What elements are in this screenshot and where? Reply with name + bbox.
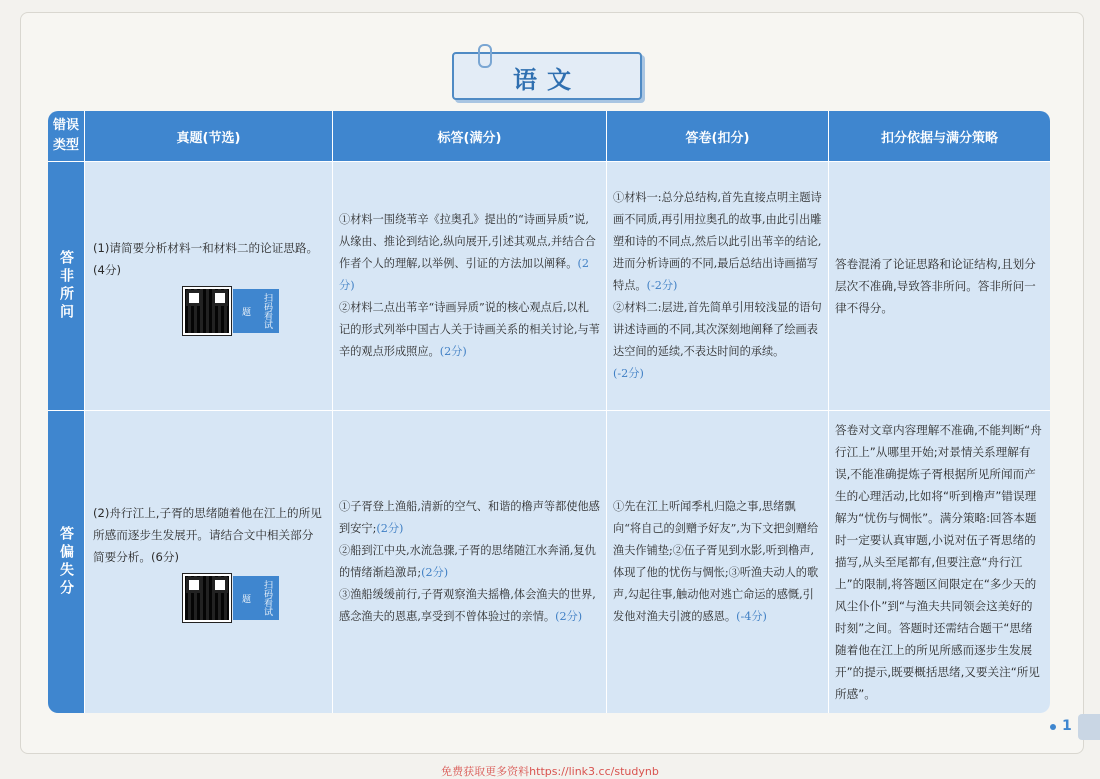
question-text: (2)舟行江上,子胥的思绪随着他在江上的所见所感而逐步生发展开。请结合文中相关部分简要分析。(6分) [93,506,322,564]
header-strategy: 扣分依据与满分策略 [829,111,1050,161]
strategy-text: 答卷混淆了论证思路和论证结构,且划分层次不准确,导致答非所问。答非所问一律不得分。 [835,257,1036,315]
header-standard-answer: 标答(满分) [333,111,606,161]
student-answer-cell [607,162,828,410]
row-type-2 [48,411,84,713]
standard-answer-cell [333,411,606,713]
qr-code-icon[interactable] [183,574,231,622]
qr-code-block[interactable] [183,287,324,335]
strategy-cell [829,411,1050,713]
row-type-1 [48,162,84,410]
qr-code-block[interactable] [183,574,324,622]
score-badge: (2分) [555,610,583,623]
score-badge: (2分) [421,566,449,579]
strategy-text: 答卷对文章内容理解不准确,不能判断“舟行江上”从哪里开始;对景情关系理解有误,不能准确提炼子胥根据所见所闻而产生的心理活动,比如将“听到橹声”错误理解为“忧伤与惆怅”。满分策略:回答本题时一定要认真审题,小说对伍子胥思绪的描写,从头至尾都有,但要注意“舟行江上”的限制,将答题区间限定在“多少天的风尘仆仆”到“与渔夫共同领会这美好的时刻”之间。答题时还需结合题干“思绪随着他在江上的所见所感而逐步生发展开”的提示,既要概括思绪,又要关注“所见所感”。 [835,423,1042,701]
score-badge: (2分) [376,522,404,535]
row-type-label: 答非所问 [58,250,74,322]
page-number: 1 [1062,718,1072,734]
answer-point: ①材料一:总分总结构,首先直接点明主题诗画不同质,再引用拉奥孔的故事,由此引出雕塑和诗的不同点,然后以此引出苇辛的结论,进而分析诗画的不同,最后总结出诗画描写特点。(-2分) [613,191,822,292]
standard-point: ①子胥登上渔船,清新的空气、和谐的橹声等都使他感到安宁;(2分) [339,500,600,535]
deduction-badge: (-4分) [736,610,767,623]
header-student-answer: 答卷(扣分) [607,111,828,161]
header-error-type: 错误类型 [48,111,84,161]
row-type-label: 答偏失分 [58,526,74,598]
section-title: 语文 [513,65,581,94]
answer-point: ②材料二:层进,首先简单引用较浅显的语句讲述诗画的不同,其次深刻地阐释了绘画表达空间的延续,不表达时间的承续。 (-2分) [613,301,822,380]
header-question: 真题(节选) [85,111,332,161]
standard-answer-cell [333,162,606,410]
error-analysis-table [48,111,1050,713]
standard-point: ③渔船缓缓前行,子胥观察渔夫摇橹,体会渔夫的世界,感念渔夫的恩惠,享受到不曾体验过的亲情。(2分) [339,588,596,623]
qr-label: 扫码看试题 [233,289,279,333]
question-cell [85,162,332,410]
page-dot-icon [1050,724,1056,730]
standard-point: ①材料一围绕苇辛《拉奥孔》提出的“诗画异质”说,从缘由、推论到结论,纵向展开,引述其观点,并结合合作者个人的理解,以举例、引证的方法加以阐释。(2分) [339,213,596,292]
footer-link[interactable]: 免费获取更多资料https://link3.cc/studynb [441,765,659,778]
deduction-badge: (-2分) [613,367,644,380]
standard-point: ②材料二点出苇辛“诗画异质”说的核心观点后,以札记的形式列举中国古人关于诗画关系的相关讨论,与苇辛的观点形成照应。(2分) [339,301,600,358]
question-text: (1)请简要分析材料一和材料二的论证思路。(4分) [93,241,319,277]
page-edge-tab [1078,714,1100,740]
paperclip-icon [478,44,492,68]
deduction-badge: (-2分) [646,279,678,292]
student-answer-cell [607,411,828,713]
score-badge: (2分) [439,345,467,358]
standard-point: ②船到江中央,水流急骤,子胥的思绪随江水奔涌,复仇的情绪渐趋激昂;(2分) [339,544,596,579]
qr-code-icon[interactable] [183,287,231,335]
qr-label: 扫码看试题 [233,576,279,620]
score-badge: (2分) [339,257,589,292]
strategy-cell [829,162,1050,410]
question-cell [85,411,332,713]
answer-point: ①先在江上听闻季札归隐之事,思绪飘向“将自己的剑赠予好友”,为下文把剑赠给渔夫作铺垫;②伍子胥见到水影,听到橹声,体现了他的忧伤与惆怅;③听渔夫动人的歌声,勾起往事,触动他对逃亡命运的感慨,引发他对渔夫引渡的感恩。(-4分) [613,500,819,623]
